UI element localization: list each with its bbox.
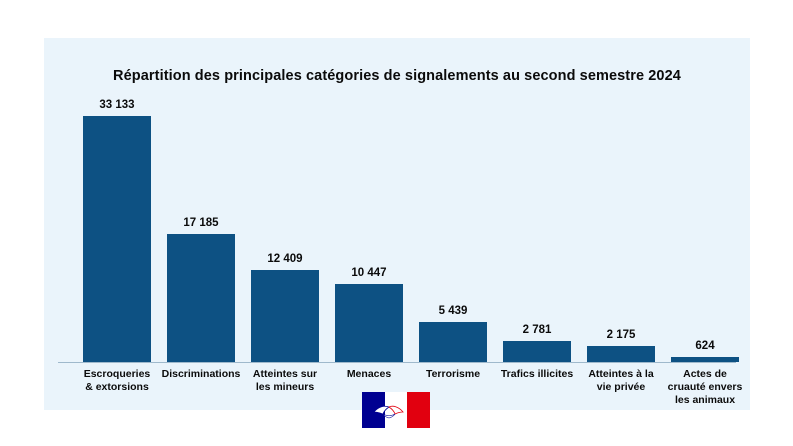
bar [251, 270, 319, 362]
bar [503, 341, 571, 362]
bar-category-label: Escroqueries & extorsions [83, 368, 151, 393]
bar-category-label: Terrorisme [425, 368, 481, 380]
bar [335, 284, 403, 362]
axis-baseline [58, 362, 736, 363]
bar-value-label: 2 781 [522, 324, 552, 336]
bar-column [500, 98, 574, 362]
bar-category-label: Atteintes sur les mineurs [252, 368, 318, 393]
bar [83, 116, 151, 362]
bar-category-label: Actes de cruauté envers les animaux [667, 368, 743, 406]
bar-column [164, 98, 238, 362]
bar-value-label: 624 [695, 340, 715, 352]
chart-panel [44, 38, 750, 410]
bar-category-label: Trafics illicites [500, 368, 574, 380]
bar-column [668, 98, 742, 362]
marianne-icon [372, 398, 406, 422]
bar-value-label: 33 133 [99, 99, 135, 111]
bar-value-label: 2 175 [606, 329, 636, 341]
bar-category-label: Discriminations [161, 368, 241, 380]
french-republic-flag-logo [362, 392, 430, 428]
bar [167, 234, 235, 362]
bar-value-label: 10 447 [351, 267, 387, 279]
bar-column [80, 98, 154, 362]
bar-value-label: 12 409 [267, 253, 303, 265]
bar-column [332, 98, 406, 362]
bar-category-label: Menaces [346, 368, 392, 380]
flag-red-band [407, 392, 430, 428]
bar [587, 346, 655, 362]
bar-value-label: 5 439 [438, 305, 468, 317]
bar-value-label: 17 185 [183, 217, 219, 229]
chart-title: Répartition des principales catégories de signalements au second semestre 2024 [113, 68, 681, 84]
bar-column [584, 98, 658, 362]
bar-plot-area [58, 98, 736, 362]
bar-column [416, 98, 490, 362]
bar [419, 322, 487, 362]
bar-category-label: Atteintes à la vie privée [588, 368, 654, 393]
bar-column [248, 98, 322, 362]
